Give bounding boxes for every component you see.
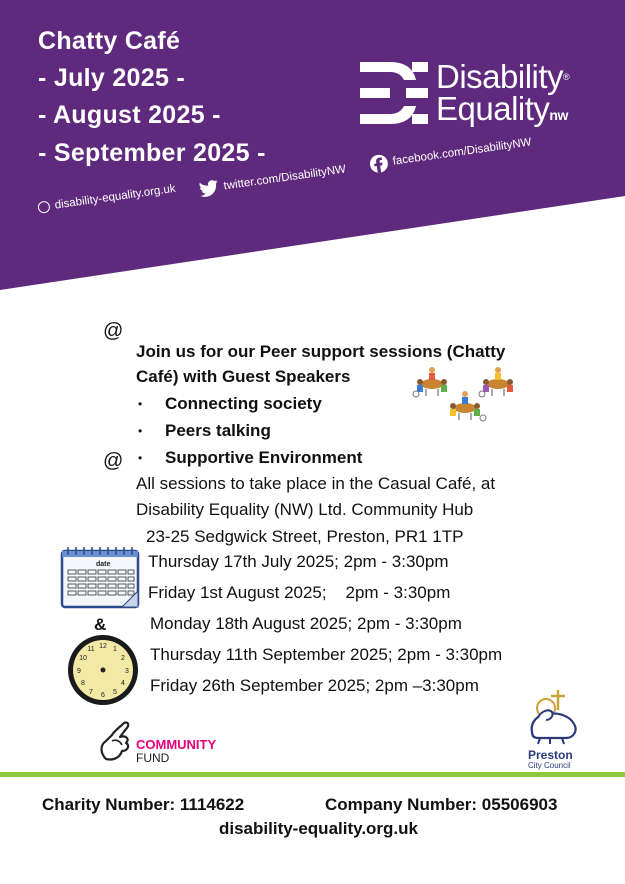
session-1: Thursday 17th July 2025; 2pm - 3:30pm xyxy=(148,552,449,571)
bullet-dot: • xyxy=(138,424,143,438)
session-3: Monday 18th August 2025; 2pm - 3:30pm xyxy=(150,614,462,633)
facebook-icon xyxy=(369,154,389,174)
clock-icon xyxy=(66,633,140,707)
event-title: Chatty Café xyxy=(38,27,181,55)
logo-wordmark-line1: Disability® xyxy=(436,58,570,95)
session-4: Thursday 11th September 2025; 2pm - 3:30pm xyxy=(150,645,503,664)
ampersand: & xyxy=(94,615,107,634)
svg-text:5: 5 xyxy=(113,689,117,696)
calendar-label: date xyxy=(96,561,111,568)
footer-website[interactable]: disability-equality.org.uk xyxy=(219,819,418,838)
twitter-bird-icon xyxy=(198,179,220,198)
month-september: - September 2025 - xyxy=(38,139,266,167)
footer-divider xyxy=(0,772,625,777)
logo-wordmark-line2: Equalitynw xyxy=(436,90,568,127)
bullet-supportive: Supportive Environment xyxy=(165,448,363,467)
svg-text:1: 1 xyxy=(113,646,117,653)
venue-line2: Disability Equality (NW) Ltd. Community Hub xyxy=(136,500,474,519)
svg-text:3: 3 xyxy=(125,668,129,675)
company-number: Company Number: 05506903 xyxy=(325,795,558,814)
twitter-link[interactable]: twitter.com/DisabilityNW xyxy=(198,161,347,197)
disability-equality-logo-mark xyxy=(360,62,428,124)
svg-text:10: 10 xyxy=(79,655,87,662)
group-discussion-icon xyxy=(410,362,520,424)
svg-text:11: 11 xyxy=(87,646,95,653)
calendar-icon xyxy=(58,545,142,611)
at-symbol: @ xyxy=(103,320,124,342)
svg-text:2: 2 xyxy=(121,655,125,662)
venue-line1: All sessions to take place in the Casual Café, at xyxy=(136,474,496,493)
crossed-fingers-icon xyxy=(98,721,134,761)
venue-address: 23-25 Sedgwick Street, Preston, PR1 1TP xyxy=(146,527,464,546)
preston-lamb-logo xyxy=(524,688,586,748)
svg-text:8: 8 xyxy=(81,680,85,687)
svg-text:4: 4 xyxy=(121,680,125,687)
website-link[interactable]: disability-equality.org.uk xyxy=(37,183,176,214)
svg-text:9: 9 xyxy=(77,668,81,675)
session-5: Friday 26th September 2025; 2pm –3:30pm xyxy=(150,676,479,695)
community-fund-line1: COMMUNITY xyxy=(136,737,217,752)
bullet-dot: • xyxy=(138,397,143,411)
preston-line2: City Council xyxy=(528,761,571,770)
facebook-link[interactable]: facebook.com/DisabilityNW xyxy=(369,133,533,174)
bullet-connecting: Connecting society xyxy=(165,394,322,413)
month-july: - July 2025 - xyxy=(38,64,186,92)
intro-heading-line2: Café) with Guest Speakers xyxy=(136,367,351,386)
intro-heading-line1: Join us for our Peer support sessions (Chatty xyxy=(136,342,506,361)
svg-text:7: 7 xyxy=(89,689,93,696)
globe-icon xyxy=(37,200,51,214)
svg-text:6: 6 xyxy=(101,692,105,699)
bullet-dot: • xyxy=(138,451,143,465)
preston-line1: Preston xyxy=(528,748,573,762)
month-august: - August 2025 - xyxy=(38,101,221,129)
bullet-peers: Peers talking xyxy=(165,421,271,440)
svg-text:12: 12 xyxy=(99,643,107,650)
community-fund-line2: FUND xyxy=(136,751,170,765)
charity-number: Charity Number: 1114622 xyxy=(42,795,245,814)
session-2: Friday 1st August 2025; 2pm - 3:30pm xyxy=(148,583,451,602)
at-symbol: @ xyxy=(103,450,124,472)
